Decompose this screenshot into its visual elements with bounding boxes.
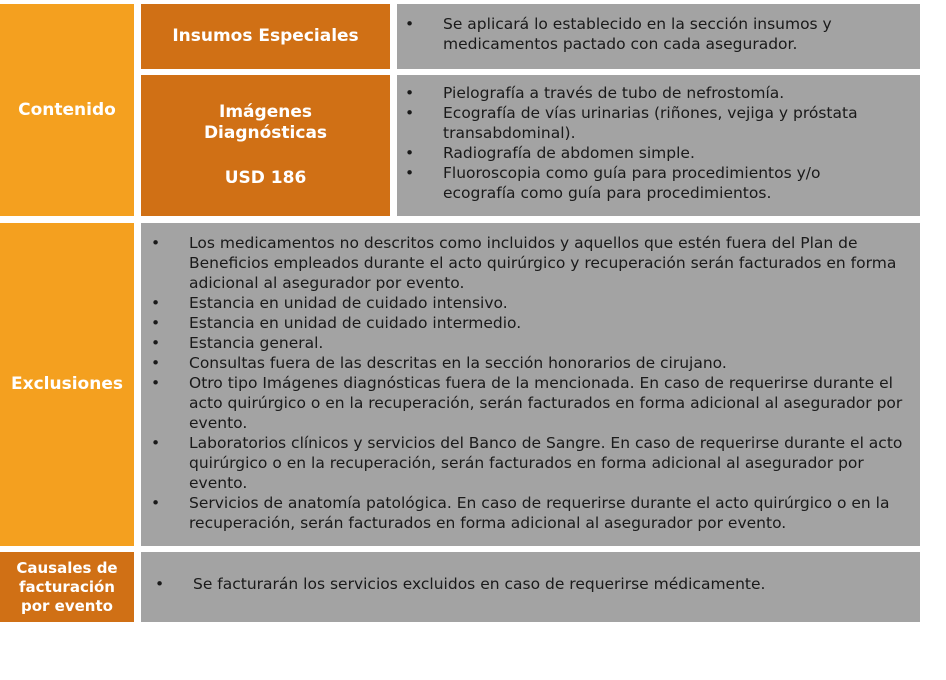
imagenes-diagnosticas-content (397, 75, 920, 216)
insumos-especiales-label-text: Insumos Especiales (172, 26, 359, 46)
contenido-label-text: Contenido (18, 99, 116, 120)
exclusiones-content (141, 223, 920, 546)
list-item: • Se facturarán los servicios excluidos en caso de requerirse médicamente. (141, 574, 765, 594)
exclusiones-list (141, 233, 904, 533)
imagenes-list (397, 83, 860, 203)
insumos-especiales-content (397, 4, 920, 69)
causales-label-line2: facturación (19, 577, 115, 596)
list-item: • Fluoroscopia como guía para procedimientos y/o ecografía como guía para procedimientos. (397, 163, 860, 203)
list-item: • Los medicamentos no descritos como incluidos y aquellos que estén fuera del Plan de Beneficios empleados durante el acto quirúrgico y recuperación serán facturados en forma adicional al asegurador por evento. (141, 233, 904, 293)
list-item: • Servicios de anatomía patológica. En caso de requerirse durante el acto quirúrgico o en la recuperación, serán facturados en forma adicional al asegurador por evento. (141, 493, 904, 533)
list-item: • Pielografía a través de tubo de nefrostomía. (397, 83, 860, 103)
list-item: • Ecografía de vías urinarias (riñones, vejiga y próstata transabdominal). (397, 103, 860, 143)
list-item: • Otro tipo Imágenes diagnósticas fuera de la mencionada. En caso de requerirse durante el acto quirúrgico o en la recuperación, serán facturados en forma adicional al asegurador por evento. (141, 373, 904, 433)
contenido-label (0, 4, 134, 216)
causales-content (141, 552, 920, 622)
causales-list (141, 574, 765, 594)
imagenes-price: USD 186 (224, 168, 307, 188)
list-item: • Estancia general. (141, 333, 904, 353)
list-item: • Consultas fuera de las descritas en la sección honorarios de cirujano. (141, 353, 904, 373)
list-item: • Se aplicará lo establecido en la sección insumos y medicamentos pactado con cada asegurador. (397, 14, 910, 54)
causales-label-line3: por evento (21, 596, 113, 615)
causales-label (0, 552, 134, 622)
list-item: • Estancia en unidad de cuidado intermedio. (141, 313, 904, 333)
imagenes-diagnosticas-label (141, 75, 390, 216)
insumos-especiales-label (141, 4, 390, 69)
list-item: • Radiografía de abdomen simple. (397, 143, 860, 163)
exclusiones-label-text: Exclusiones (11, 374, 123, 394)
insumos-list (397, 14, 910, 54)
imagenes-label-line2: Diagnósticas (203, 123, 328, 143)
exclusiones-label (0, 223, 134, 546)
causales-label-line1: Causales de (16, 558, 118, 577)
list-item: • Laboratorios clínicos y servicios del Banco de Sangre. En caso de requerirse durante el acto quirúrgico o en la recuperación, serán facturados en forma adicional al asegurador por evento. (141, 433, 904, 493)
imagenes-label-line1: Imágenes (219, 102, 312, 122)
list-item: • Estancia en unidad de cuidado intensivo. (141, 293, 904, 313)
